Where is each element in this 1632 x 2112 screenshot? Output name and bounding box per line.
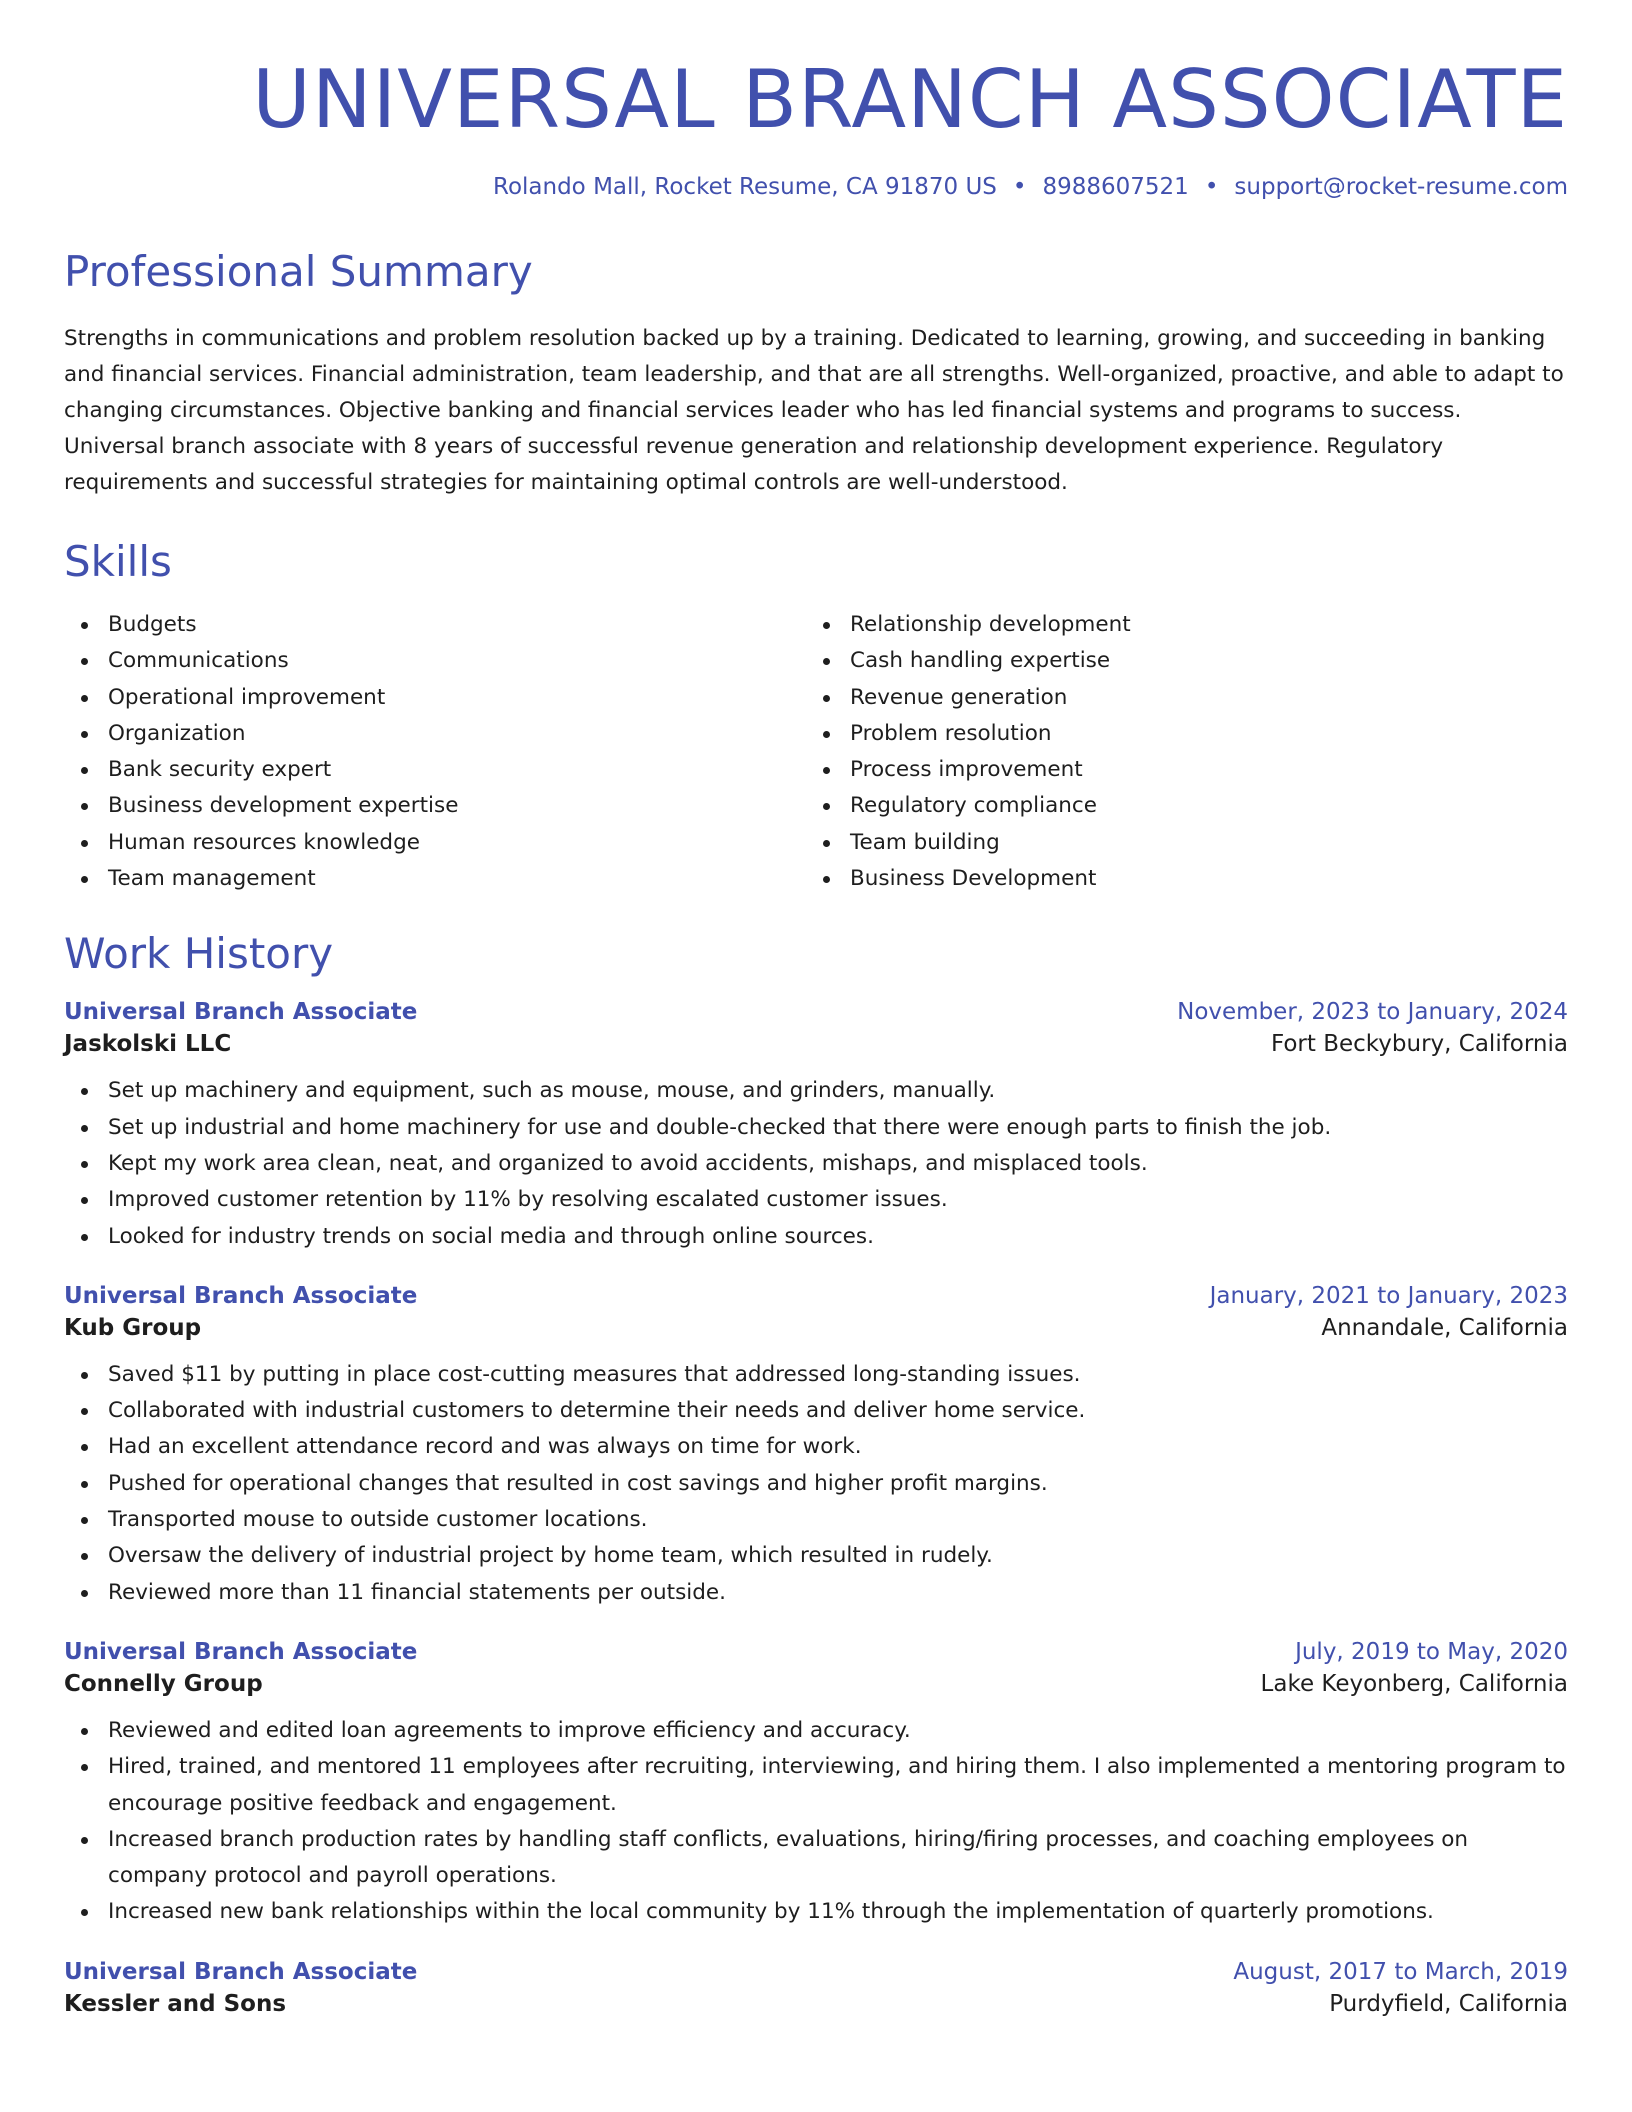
contact-address: Rolando Mall, Rocket Resume, CA 91870 US [493,174,997,200]
job-location: Fort Beckybury, California [1270,1031,1568,1058]
job-company-row [64,1031,1568,1057]
skill-item: Team building [806,825,1548,861]
skills-column-left [64,607,806,897]
job-location: Lake Keyonberg, California [1260,1670,1568,1697]
job-entry [64,1283,1568,1611]
job-title: Universal Branch Associate [64,999,418,1026]
skill-item: Communications [64,643,806,679]
skill-item: Process improvement [806,752,1548,788]
job-entry [64,999,1568,1254]
job-bullet: Pushed for operational changes that resulted in cost savings and higher profit margins. [64,1466,1568,1502]
skill-item: Human resources knowledge [64,825,806,861]
skill-item: Business Development [806,861,1548,897]
job-company: Connelly Group [64,1670,263,1697]
contact-separator: • [1012,174,1027,200]
job-bullet: Collaborated with industrial customers to determine their needs and deliver home service. [64,1393,1568,1429]
skill-item: Bank security expert [64,752,806,788]
job-bullet: Improved customer retention by 11% by resolving escalated customer issues. [64,1182,1568,1218]
skills-grid [64,607,1568,897]
job-title: Universal Branch Associate [64,1958,418,1985]
job-title: Universal Branch Associate [64,1638,418,1665]
skill-item: Business development expertise [64,788,806,824]
job-dates: July, 2019 to May, 2020 [1295,1638,1568,1665]
job-bullet: Set up machinery and equipment, such as mouse, mouse, and grinders, manually. [64,1073,1568,1109]
job-bullet: Kept my work area clean, neat, and organized to avoid accidents, mishaps, and misplaced tools. [64,1146,1568,1182]
job-bullet: Reviewed more than 11 financial statements per outside. [64,1575,1568,1611]
job-header-row [64,1283,1568,1309]
job-dates: August, 2017 to March, 2019 [1233,1958,1568,1985]
job-company-row [64,1315,1568,1341]
job-location: Annandale, California [1321,1314,1568,1341]
work-history-list [64,999,1568,2016]
contact-separator: • [1204,174,1219,200]
job-bullet: Increased new bank relationships within the local community by 11% through the implementation of quarterly promotions. [64,1894,1568,1930]
job-bullets [64,1073,1568,1254]
job-header-row [64,1639,1568,1665]
contact-line [64,176,1568,199]
job-company-row [64,1671,1568,1697]
work-history-heading: Work History [64,929,334,979]
skills-heading: Skills [64,537,172,586]
job-bullet: Transported mouse to outside customer locations. [64,1502,1568,1538]
skill-item: Relationship development [806,607,1548,643]
job-bullet: Hired, trained, and mentored 11 employees after recruiting, interviewing, and hiring them. I also implemented a mentoring program to encourage positive feedback and engagement. [64,1749,1568,1822]
skill-item: Budgets [64,607,806,643]
job-bullets [64,1713,1568,1931]
contact-phone: 8988607521 [1042,174,1189,200]
summary-heading: Professional Summary [64,247,533,296]
job-entry [64,1639,1568,1931]
job-bullet: Reviewed and edited loan agreements to improve efficiency and accuracy. [64,1713,1568,1749]
skill-item: Cash handling expertise [806,643,1548,679]
contact-email: support@rocket-resume.com [1234,174,1568,200]
skill-item: Revenue generation [806,680,1548,716]
job-company: Kessler and Sons [64,1990,287,2017]
job-header-row [64,1959,1568,1985]
resume-title: UNIVERSAL BRANCH ASSOCIATE [252,53,1568,146]
job-bullet: Saved $11 by putting in place cost-cutting measures that addressed long-standing issues. [64,1357,1568,1393]
job-company-row [64,1991,1568,2017]
job-title: Universal Branch Associate [64,1282,418,1309]
job-company: Kub Group [64,1314,202,1341]
skill-item: Organization [64,716,806,752]
job-dates: November, 2023 to January, 2024 [1177,999,1568,1026]
job-bullet: Increased branch production rates by handling staff conflicts, evaluations, hiring/firing processes, and coaching employees on company protocol and payroll operations. [64,1822,1568,1895]
job-company: Jaskolski LLC [64,1031,232,1058]
skill-item: Team management [64,861,806,897]
skill-item: Regulatory compliance [806,788,1548,824]
job-bullet: Had an excellent attendance record and was always on time for work. [64,1429,1568,1465]
job-bullet: Looked for industry trends on social media and through online sources. [64,1219,1568,1255]
job-bullet: Set up industrial and home machinery for use and double-checked that there were enough parts to finish the job. [64,1110,1568,1146]
job-header-row [64,999,1568,1025]
skills-column-right [806,607,1548,897]
summary-text: Strengths in communications and problem resolution backed up by a training. Dedicated to learning, growing, and succeeding in banking and financial services. Financial administration, team leadership, and that are all strengths. Well-organized, proactive, and able to adapt to changing circumstances. Objective banking and financial services leader who has led financial systems and programs to success. Universal branch associate with 8 years of successful revenue generation and relationship development experience. Regulatory requirements and successful strategies for maintaining optimal controls are well-understood. [64,326,1564,495]
job-bullets [64,1357,1568,1611]
job-dates: January, 2021 to January, 2023 [1209,1282,1568,1309]
job-bullet: Oversaw the delivery of industrial project by home team, which resulted in rudely. [64,1538,1568,1574]
job-entry [64,1959,1568,2017]
skill-item: Operational improvement [64,680,806,716]
skill-item: Problem resolution [806,716,1548,752]
job-location: Purdyfield, California [1329,1990,1568,2017]
